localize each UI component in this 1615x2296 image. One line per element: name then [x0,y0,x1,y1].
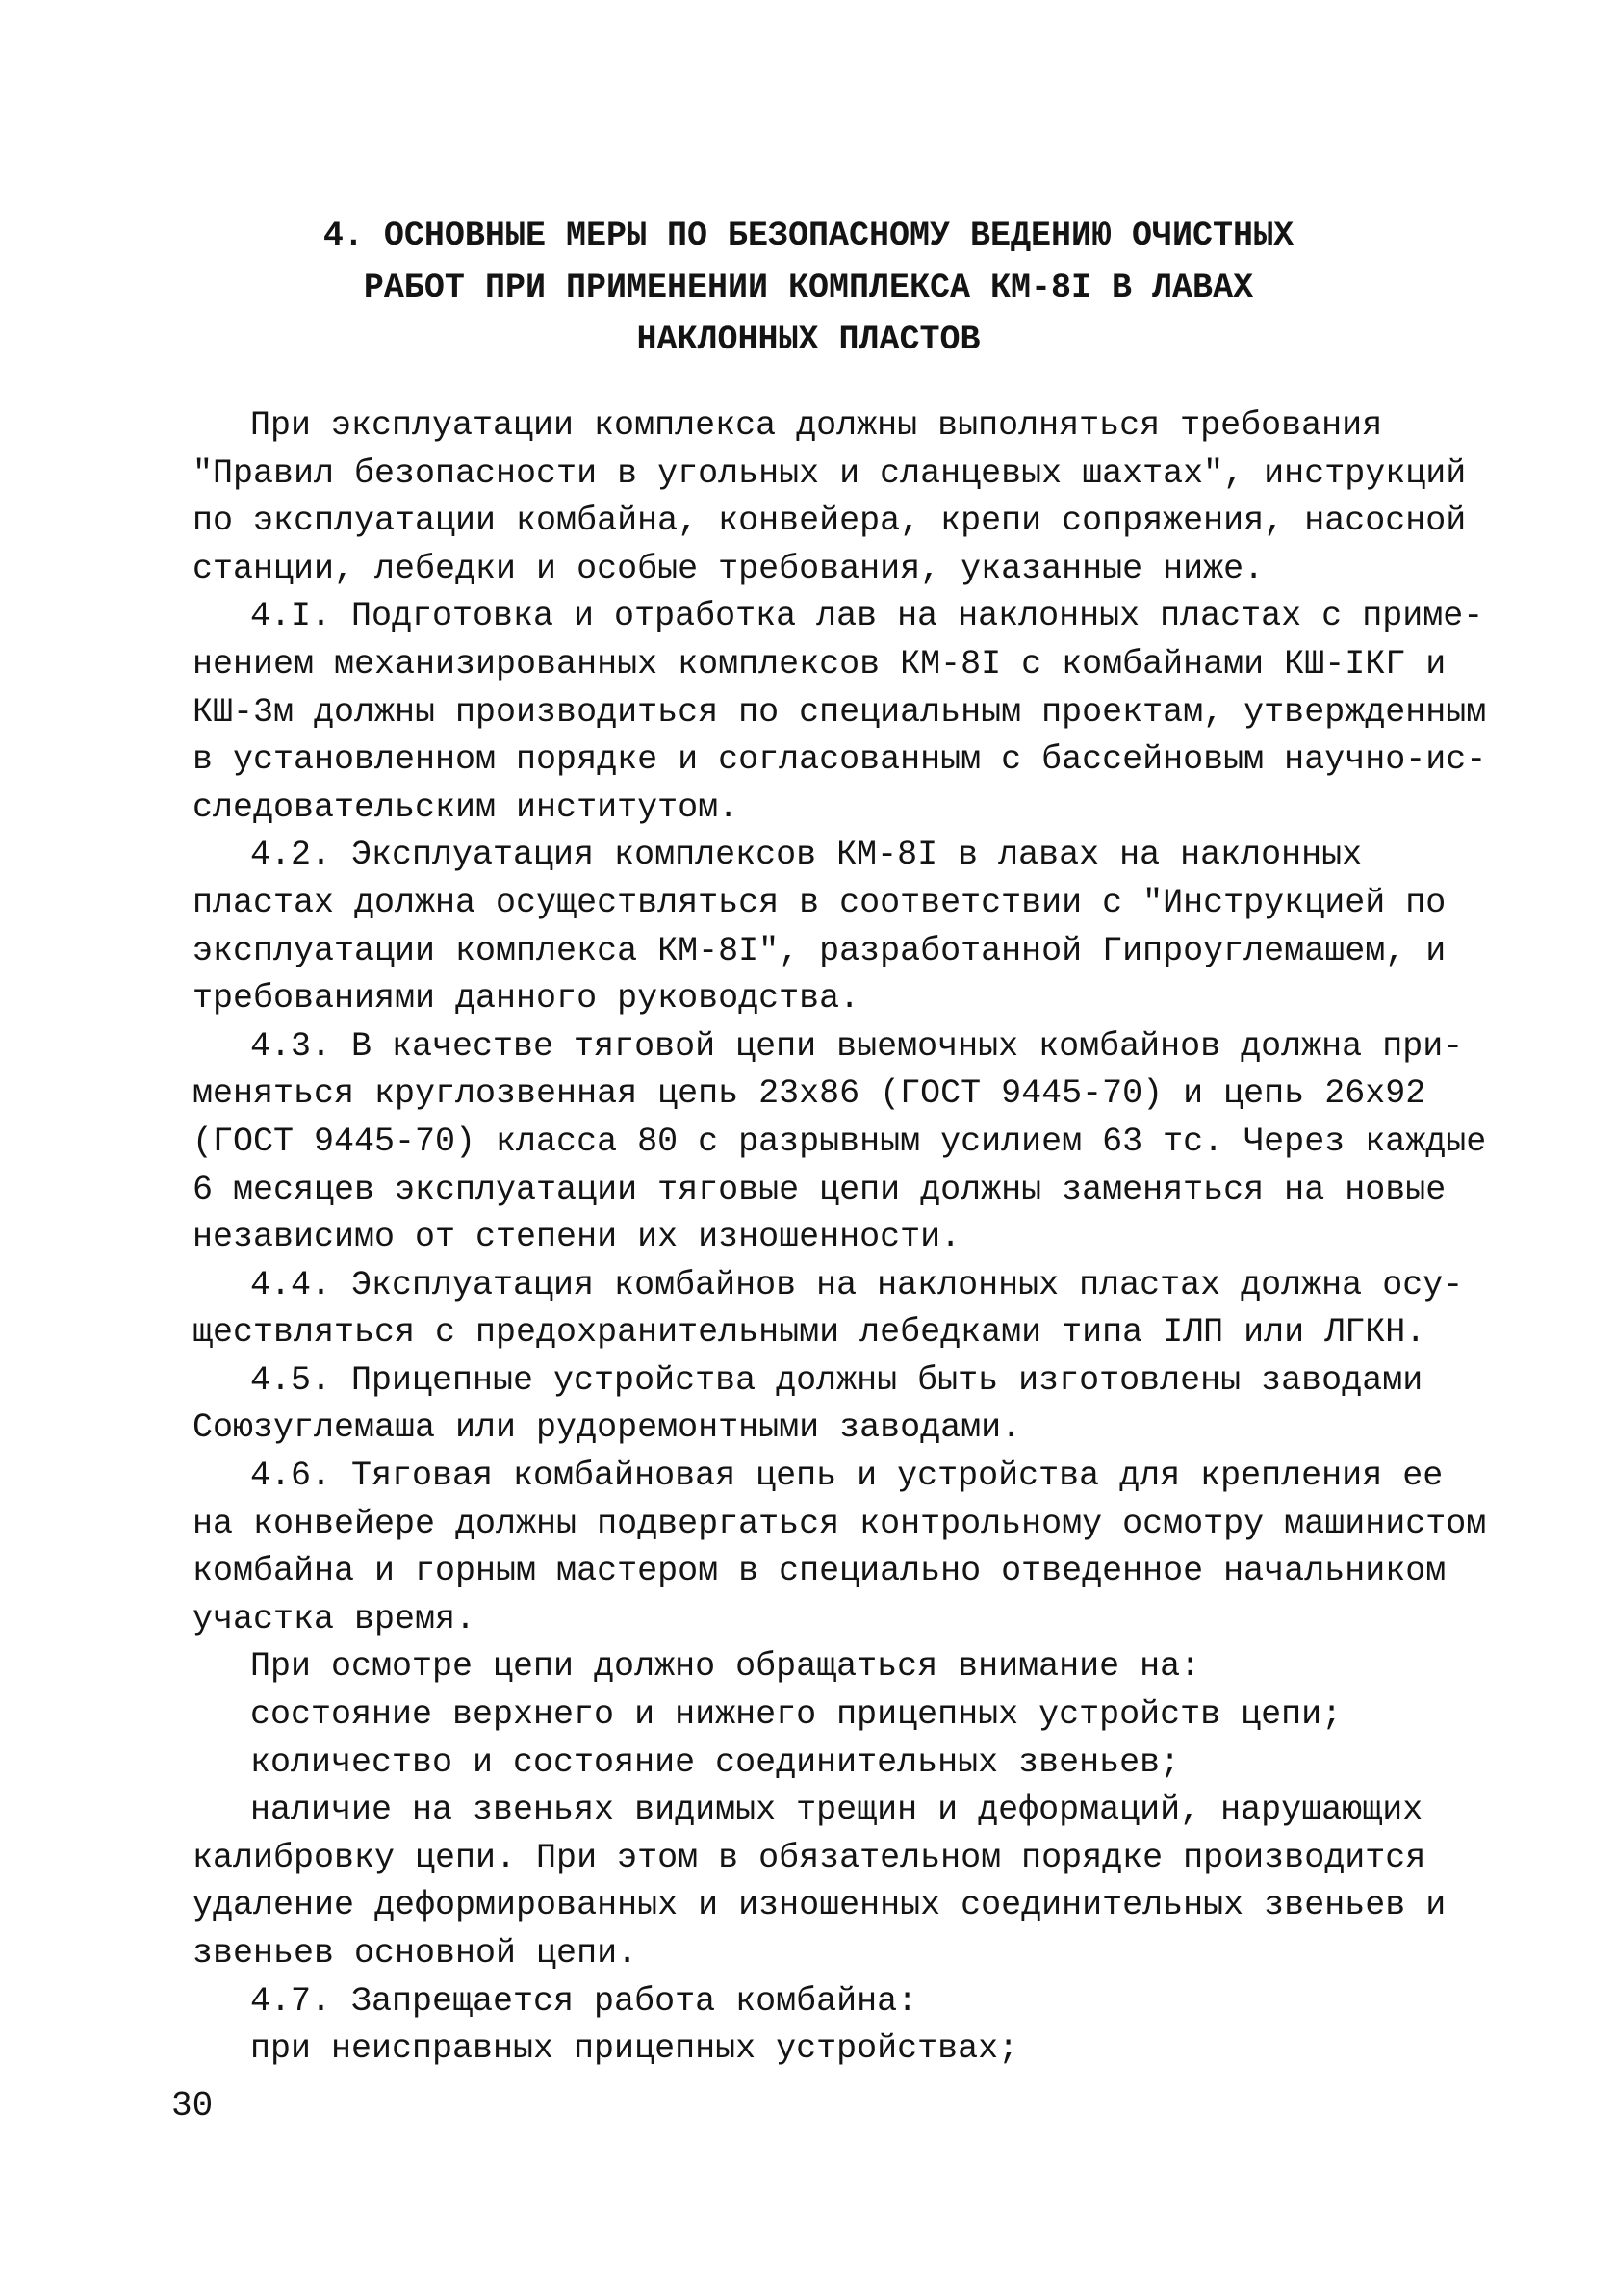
text-line: ществляться с предохранительными лебедками типа IЛП или ЛГКН. [192,1313,1426,1353]
text-line: 4.4. Эксплуатация комбайнов на наклонных пластах должна осу- [250,1265,1464,1304]
heading-line-1: 4. ОСНОВНЫЕ МЕРЫ ПО БЕЗОПАСНОМУ ВЕДЕНИЮ ОЧИСТНЫХ [322,217,1295,255]
text-line: КШ-3м должны производиться по специальным проектам, утвержденным [192,692,1487,732]
text-line: в установленном порядке и согласованным с бассейновым научно-ис- [192,740,1487,780]
text-line: 4.7. Запрещается работа комбайна: [250,1981,918,2021]
text-line: 4.6. Тяговая комбайновая цепь и устройства для крепления ее [250,1457,1444,1496]
text-line: пластах должна осуществляться в соответствии с "Инструкцией по [192,883,1447,922]
text-line: При эксплуатации комплекса должны выполняться требования [250,406,1383,445]
text-line: участка время. [192,1599,476,1638]
heading-line-3: НАКЛОННЫХ ПЛАСТОВ [636,321,981,359]
text-line: 4.3. В качестве тяговой цепи выемочных комбайнов должна при- [250,1026,1464,1066]
text-line: 4.I. Подготовка и отработка лав на наклонных пластах с приме- [250,597,1484,636]
text-line: по эксплуатации комбайна, конвейера, крепи сопряжения, насосной [192,502,1467,541]
text-line: звеньев основной цепи. [192,1934,638,1973]
text-line: комбайна и горным мастером в специально отведенное начальником [192,1552,1447,1591]
text-line: независимо от степени их изношенности. [192,1218,961,1257]
text-line: наличие на звеньях видимых трещин и деформаций, нарушающих [250,1791,1423,1830]
section-heading [192,210,1424,366]
text-line: на конвейере должны подвергаться контрольному осмотру машинистом [192,1504,1487,1543]
text-line: нением механизированных комплексов КМ-8I с комбайнами КШ-IКГ и [192,644,1447,684]
text-line: 6 месяцев эксплуатации тяговые цепи должны заменяться на новые [192,1170,1447,1209]
text-line: удаление деформированных и изношенных соединительных звеньев и [192,1886,1447,1925]
text-line: станции, лебедки и особые требования, указанные ниже. [192,549,1265,588]
text-line: количество и состояние соединительных звеньев; [250,1742,1181,1782]
text-line: требованиями данного руководства. [192,979,860,1019]
text-line: меняться круглозвенная цепь 23х86 (ГОСТ 9445-70) и цепь 26х92 [192,1074,1426,1114]
page-number: 30 [171,2086,214,2126]
text-line: 4.5. Прицепные устройства должны быть изготовлены заводами [250,1360,1423,1400]
text-line: калибровку цепи. При этом в обязательном порядке производится [192,1838,1426,1877]
text-line: 4.2. Эксплуатация комплексов КМ-8I в лавах на наклонных [250,836,1363,875]
text-line: Союзуглемаша или рудоремонтными заводами. [192,1408,1022,1448]
text-line: состояние верхнего и нижнего прицепных устройств цепи; [250,1695,1343,1735]
text-line: При осмотре цепи должно обращаться внимание на: [250,1647,1201,1687]
body-text [192,402,1487,2074]
text-line: следовательским институтом. [192,787,739,827]
text-line: (ГОСТ 9445-70) класса 80 с разрывным усилием 63 тс. Через каждые [192,1122,1487,1161]
text-line: эксплуатации комплекса КМ-8I", разработанной Гипроуглемашем, и [192,931,1447,970]
text-line: при неисправных прицепных устройствах; [250,2029,1019,2069]
text-line: "Правил безопасности в угольных и сланцевых шахтах", инструкций [192,453,1467,493]
heading-line-2: РАБОТ ПРИ ПРИМЕНЕНИИ КОМПЛЕКСА КМ-8I В ЛАВАХ [363,269,1254,307]
